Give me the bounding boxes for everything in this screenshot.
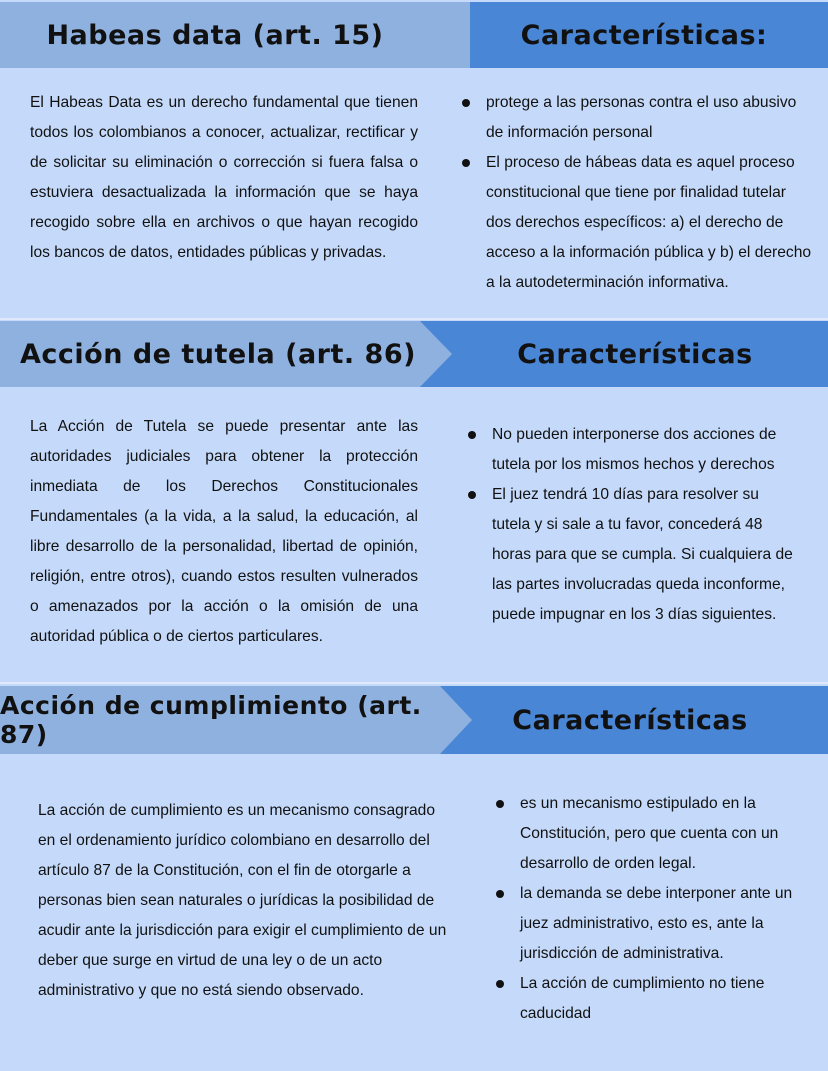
section-3-bullets [492,789,812,1029]
section-2-paragraph: La Acción de Tutela se puede presentar ante las autoridades judiciales para obtener la protección inmediata de los Derechos Constitucionales Fundamentales (a la vida, a la salud, la educación, al libre desarrollo de la personalidad, libertad de opinión, religión, entre otros), cuando estos resulten vulnerados o amenazados por la acción o la omisión de una autoridad pública o de ciertos particulares. [30,418,418,645]
list-item: la demanda se debe interponer ante un juez administrativo, esto es, ante la jurisdicción de administrativa. [492,879,812,969]
list-item: es un mecanismo estipulado en la Constitución, pero que cuenta con un desarrollo de orden legal. [492,789,812,879]
divider [0,682,828,684]
section-1-header [0,2,828,68]
list-item: El juez tendrá 10 días para resolver su tutela y si sale a tu favor, concederá 48 horas para que se cumpla. Si cualquiera de las partes involucradas queda inconforme, puede impugnar en los 3 días siguientes. [464,480,794,630]
section-3-title: Acción de cumplimiento (art. 87) [0,691,422,749]
section-3-header [0,686,828,754]
section-2-characteristics-title: Características [517,338,753,370]
section-1-paragraph: El Habeas Data es un derecho fundamental que tienen todos los colombianos a conocer, actualizar, rectificar y de solicitar su eliminación o corrección si fuera falsa o estuviera desactualizada la información que se haya recogido sobre ella en archivos o que hayan recogido los bancos de datos, entidades públicas y privadas. [30,94,418,261]
list-item: protege a las personas contra el uso abusivo de información personal [458,88,814,148]
divider [0,318,828,320]
section-1-title: Habeas data (art. 15) [46,19,384,51]
section-3-characteristics-title: Características [512,704,748,736]
list-item: La acción de cumplimiento no tiene caducidad [492,969,812,1029]
list-item: No pueden interponerse dos acciones de tutela por los mismos hechos y derechos [464,420,794,480]
section-1-characteristics-title: Características: [520,19,768,51]
section-3-paragraph: La acción de cumplimiento es un mecanismo consagrado en el ordenamiento jurídico colombiano en desarrollo del artículo 87 de la Constitución, con el fin de otorgarle a personas bien sean naturales o jurídicas la posibilidad de acudir ante la jurisdicción para exigir el cumplimiento de un deber que surge en virtud de una ley o de un acto administrativo y que no está siendo observado. [38,802,447,999]
section-2-title: Acción de tutela (art. 86) [20,338,416,370]
list-item: El proceso de hábeas data es aquel proceso constitucional que tiene por finalidad tutelar dos derechos específicos: a) el derecho de acceso a la información pública y b) el derecho a la autodeterminación informativa. [458,148,814,298]
section-1-bullets [458,88,814,298]
section-2-bullets [464,420,794,630]
section-2-header [0,321,828,387]
